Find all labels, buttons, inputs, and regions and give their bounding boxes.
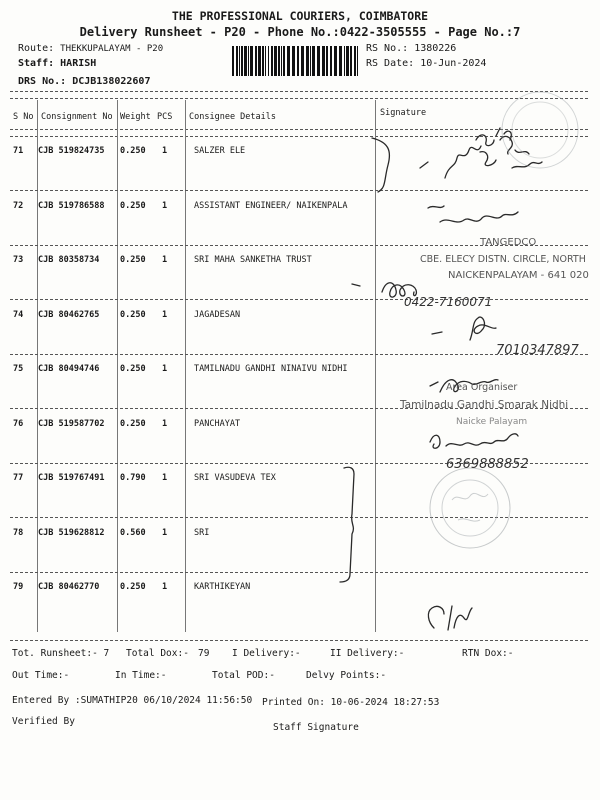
rs-no-line (366, 43, 456, 54)
cell-pcs: 1 (162, 473, 168, 483)
barcode-bar (326, 46, 328, 76)
cell-sno: 74 (13, 309, 24, 320)
barcode-bar (262, 46, 264, 76)
tangedco-stamp-line2: CBE. ELECY DISTN. CIRCLE, NORTH (420, 254, 586, 265)
barcode-bar (255, 46, 257, 76)
cell-weight: 0.250 (120, 255, 146, 265)
phone-73-handwritten: 0422-7160071 (404, 295, 493, 309)
runsheet-subtitle: Delivery Runsheet - P20 - Phone No.:0422-3505555 - Page No.:7 (79, 25, 521, 39)
barcode-bar (258, 46, 261, 76)
tangedco-stamp-line1: TANGEDCO (480, 237, 537, 248)
barcode-bar (357, 46, 358, 76)
cell-sno: 75 (13, 364, 24, 374)
cell-weight: 0.250 (120, 364, 146, 374)
route-label: Route: (18, 43, 55, 54)
cell-consignment-no: CJB 519628812 (38, 527, 105, 538)
cell-consignment-no: CJB 519824735 (38, 146, 105, 156)
total-pod: Total POD:- (212, 670, 275, 681)
col-header-weight: Weight (120, 112, 151, 122)
cell-consignee: KARTHIKEYAN (194, 582, 251, 592)
cell-consignment-no: CJB 80462770 (38, 582, 100, 592)
barcode-bar (350, 46, 352, 76)
row-separator (10, 463, 588, 464)
delvy-points: Delvy Points:- (306, 670, 387, 681)
route-value: THEKKUPALAYAM - P20 (60, 44, 164, 54)
barcode-image (232, 46, 360, 76)
col-header-pcs: PCS (157, 112, 173, 122)
barcode-bar (292, 46, 295, 76)
staff-signature: Staff Signature (273, 722, 359, 733)
ii-delivery: II Delivery:- (330, 648, 405, 659)
company-title: THE PROFESSIONAL COURIERS, COIMBATORE (171, 9, 429, 23)
company-seal-stamp (502, 92, 578, 168)
barcode-bar (241, 46, 243, 76)
barcode-bar (287, 46, 290, 76)
cell-consignment-no: CJB 519786588 (38, 200, 105, 211)
cell-consignee: SALZER ELE (194, 146, 246, 156)
signature-75 (430, 380, 498, 392)
cell-weight: 0.790 (120, 473, 146, 483)
barcode-bar (244, 46, 247, 76)
col-header-consignment: Consignment No (41, 112, 113, 122)
cell-consignment-no: CJB 519587702 (38, 418, 105, 429)
barcode-bar (239, 46, 240, 76)
round-seal-stamp (430, 468, 510, 548)
cell-pcs: 1 (162, 200, 168, 211)
cell-weight: 0.250 (120, 200, 146, 211)
bracket-mark (340, 467, 354, 582)
signature-72 (428, 206, 518, 222)
barcode-bar (265, 46, 266, 76)
col-divider (375, 100, 376, 632)
barcode-bar (236, 46, 238, 76)
cell-pcs: 1 (162, 364, 168, 374)
rs-no-value: 1380226 (414, 43, 457, 54)
cell-weight: 0.250 (120, 146, 146, 156)
cell-consignee: JAGADESAN (194, 309, 241, 320)
total-dox-label: Total Dox:- (126, 648, 189, 659)
barcode-bar (306, 46, 309, 76)
tot-runsheet: Tot. Runsheet:- 7 (12, 648, 110, 659)
barcode-bar (317, 46, 320, 76)
row-separator (10, 190, 588, 191)
barcode-bar (248, 46, 249, 76)
phone-76-handwritten: 6369888852 (446, 457, 529, 472)
cell-pcs: 1 (162, 146, 168, 156)
rs-no-label: RS No.: (366, 43, 409, 54)
in-time: In Time:- (115, 670, 167, 681)
signature-71 (420, 136, 542, 178)
barcode-bar (344, 46, 345, 76)
row-separator (10, 517, 588, 518)
cell-weight: 0.250 (120, 582, 146, 592)
rs-date-label: RS Date: (366, 58, 415, 69)
barcode-bar (278, 46, 280, 76)
row-separator (10, 408, 588, 409)
cell-consignment-no: CJB 80358734 (38, 255, 100, 265)
signature-76 (430, 434, 518, 448)
rs-date-value: 10-Jun-2024 (420, 58, 487, 69)
row-separator (10, 245, 588, 246)
table-top-rule (10, 91, 588, 92)
entered-by: Entered By :SUMATHIP20 06/10/2024 11:56:50 (12, 695, 253, 706)
drs-label: DRS No.: (18, 76, 67, 87)
out-time: Out Time:- (12, 670, 70, 681)
cell-consignee: SRI (194, 527, 210, 538)
gandhi-stamp-line1: Area Organiser (446, 382, 518, 393)
route-line (18, 43, 163, 54)
drs-value: DCJB138022607 (72, 76, 151, 87)
row-separator (10, 354, 588, 355)
drs-line (18, 76, 150, 87)
total-dox-value: 79 (198, 648, 210, 659)
barcode-bar (339, 46, 342, 76)
cell-sno: 79 (13, 582, 24, 592)
barcode-bar (250, 46, 253, 76)
barcode-bar (354, 46, 356, 76)
barcode-bar (232, 46, 234, 76)
barcode-bar (322, 46, 325, 76)
barcode-bar (312, 46, 315, 76)
cell-consignee: PANCHAYAT (194, 418, 241, 429)
col-divider (185, 100, 186, 632)
cell-pcs: 1 (162, 309, 168, 320)
barcode-bar (330, 46, 332, 76)
tangedco-stamp-line3: NAICKENPALAYAM - 641 020 (448, 270, 589, 281)
gandhi-stamp-line2: Tamilnadu Gandhi Smarak Nidhi (400, 399, 569, 411)
barcode-bar (297, 46, 299, 76)
staff-label: Staff: (18, 58, 55, 69)
signature-74 (432, 317, 496, 340)
cell-consignee: SRI MAHA SANKETHA TRUST (194, 255, 312, 265)
i-delivery: I Delivery:- (232, 648, 301, 659)
cell-pcs: 1 (162, 582, 168, 592)
cell-consignment-no: CJB 519767491 (38, 473, 105, 483)
rs-date-line (366, 58, 486, 69)
staff-value: HARISH (60, 58, 97, 69)
cell-consignment-no: CJB 80462765 (38, 309, 100, 320)
barcode-bar (334, 46, 337, 76)
barcode-bar (281, 46, 282, 76)
row-separator (10, 299, 588, 300)
barcode-bar (301, 46, 304, 76)
footer-top-rule (10, 640, 588, 641)
table-top-rule-2 (10, 98, 588, 99)
cell-pcs: 1 (162, 527, 168, 538)
barcode-bar (283, 46, 285, 76)
cell-sno: 77 (13, 473, 24, 483)
cell-consignee: TAMILNADU GANDHI NINAIVU NIDHI (194, 364, 348, 374)
col-header-sno: S No (13, 112, 34, 122)
col-header-consignee: Consignee Details (189, 112, 276, 122)
cell-consignee: SRI VASUDEVA TEX (194, 473, 276, 483)
cell-sno: 71 (13, 146, 24, 156)
header-bottom-rule-2 (10, 136, 588, 137)
col-divider (117, 100, 118, 632)
phone-74-handwritten: 7010347897 (496, 343, 579, 358)
verified-by: Verified By (12, 716, 75, 727)
rtn-dox: RTN Dox:- (462, 648, 514, 659)
printed-on: Printed On: 10-06-2024 18:27:53 (262, 697, 440, 708)
cell-sno: 78 (13, 527, 24, 538)
row-separator (10, 572, 588, 573)
cell-pcs: 1 (162, 255, 168, 265)
cell-weight: 0.250 (120, 309, 146, 320)
signature-73 (352, 283, 416, 297)
cell-weight: 0.250 (120, 418, 146, 429)
cell-weight: 0.560 (120, 527, 146, 538)
cell-consignee: ASSISTANT ENGINEER/ NAIKENPALA (194, 200, 348, 211)
gandhi-stamp-line3: Naicke Palayam (456, 417, 528, 427)
signature-79 (428, 606, 472, 630)
barcode-bar (268, 46, 269, 76)
cell-sno: 76 (13, 418, 24, 429)
barcode-bar (271, 46, 273, 76)
cell-sno: 72 (13, 200, 24, 211)
barcode-bar (310, 46, 311, 76)
col-header-signature: Signature (380, 108, 427, 118)
header-bottom-rule (10, 129, 588, 130)
barcode-bar (274, 46, 277, 76)
barcode-bar (346, 46, 349, 76)
cell-consignment-no: CJB 80494746 (38, 364, 100, 374)
staff-line (18, 58, 96, 69)
cell-pcs: 1 (162, 418, 168, 429)
cell-sno: 73 (13, 255, 24, 265)
